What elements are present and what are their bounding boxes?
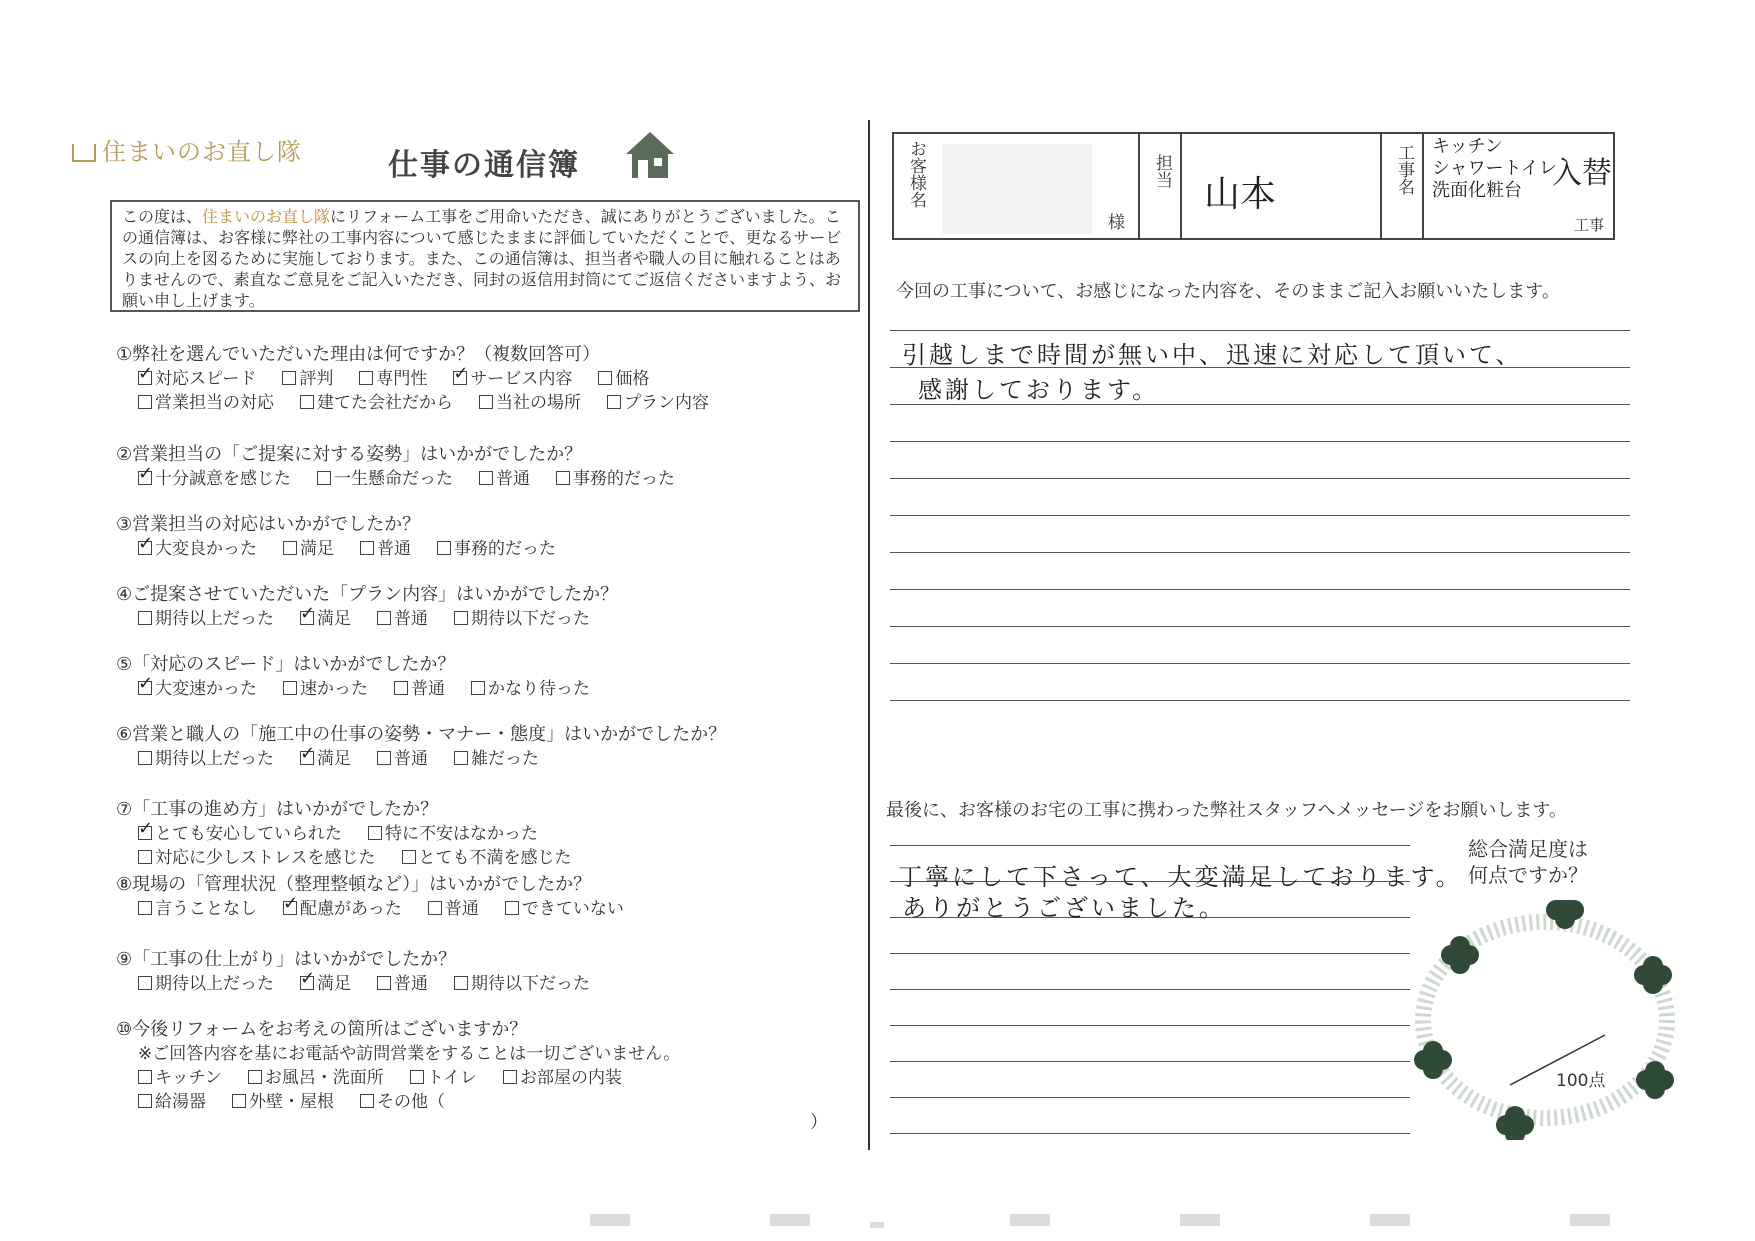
ruled-line — [890, 478, 1630, 479]
option-item[interactable] — [138, 744, 274, 769]
option-item[interactable] — [503, 1063, 622, 1088]
option-item[interactable] — [283, 674, 368, 699]
checked-checkbox[interactable] — [300, 611, 314, 625]
option-item[interactable] — [300, 744, 351, 769]
option-item[interactable] — [360, 534, 411, 559]
option-item[interactable] — [359, 364, 427, 389]
option-row — [138, 388, 735, 413]
option-item[interactable] — [471, 674, 590, 699]
option-item[interactable] — [283, 534, 334, 559]
checked-checkbox[interactable] — [300, 976, 314, 990]
option-label: 営業担当の対応 — [155, 393, 274, 413]
question-7: ⑦「工事の進め方」はいかがでしたか？ — [116, 799, 439, 820]
option-label: かなり待った — [488, 679, 590, 699]
checkbox[interactable] — [428, 901, 442, 915]
ruled-line — [890, 441, 1630, 442]
option-label: 建てた会社だから — [317, 393, 453, 413]
option-item[interactable] — [505, 894, 624, 919]
checkbox[interactable] — [138, 751, 152, 765]
message-prompt: 最後に、お客様のお宅の工事に携わった弊社スタッフへメッセージをお願いします。 — [886, 800, 1567, 821]
checkbox[interactable] — [479, 395, 493, 409]
option-item[interactable] — [437, 534, 556, 559]
checkbox[interactable] — [138, 901, 152, 915]
checkbox[interactable] — [283, 541, 297, 555]
checked-checkbox[interactable] — [138, 371, 152, 385]
work-label: 工事名 — [1394, 144, 1414, 195]
option-row — [138, 894, 650, 919]
checked-checkbox[interactable] — [300, 751, 314, 765]
ruled-line — [890, 330, 1630, 331]
option-label: 大変速かった — [155, 679, 257, 699]
option-label: 満足 — [317, 974, 351, 994]
option-label: お風呂・洗面所 — [264, 1068, 384, 1088]
option-label: お部屋の内装 — [519, 1068, 622, 1088]
option-label: その他（ — [377, 1092, 445, 1112]
option-item[interactable] — [479, 388, 581, 413]
option-label: 評判 — [299, 369, 334, 389]
staff-label-cell — [1140, 134, 1182, 238]
checkbox[interactable] — [360, 541, 374, 555]
option-item[interactable] — [454, 744, 539, 769]
checkbox[interactable] — [402, 850, 416, 864]
option-label: 期待以上だった — [155, 974, 274, 994]
checked-checkbox[interactable] — [138, 681, 152, 695]
option-item[interactable] — [138, 969, 274, 994]
checkbox[interactable] — [454, 976, 468, 990]
option-item[interactable] — [138, 364, 256, 389]
option-item[interactable] — [283, 894, 402, 919]
option-label: 一生懸命だった — [334, 469, 453, 489]
option-row — [138, 674, 616, 699]
brand-name: 住まいのお直し隊 — [102, 138, 302, 166]
option-label: 普通 — [496, 469, 530, 489]
option-row — [138, 364, 675, 389]
option-item[interactable] — [138, 819, 342, 844]
option-label: 配慮があった — [300, 899, 402, 919]
option-label: 普通 — [377, 539, 411, 559]
option-item[interactable] — [598, 364, 649, 389]
option-row — [138, 1087, 471, 1112]
option-row — [138, 744, 565, 769]
option-label: 普通 — [394, 749, 428, 769]
ruled-line — [890, 700, 1630, 701]
info-table — [892, 132, 1615, 240]
checkbox[interactable] — [138, 976, 152, 990]
option-item[interactable] — [556, 464, 675, 489]
option-item[interactable] — [377, 744, 428, 769]
footer-decoration — [590, 1210, 1640, 1230]
option-item[interactable] — [138, 674, 257, 699]
option-label: 期待以下だった — [471, 974, 590, 994]
option-item[interactable] — [454, 604, 590, 629]
option-item[interactable] — [138, 1063, 222, 1088]
option-label: 普通 — [394, 609, 428, 629]
option-label: キッチン — [155, 1068, 222, 1088]
option-item[interactable] — [232, 1087, 334, 1112]
option-label: 期待以上だった — [155, 609, 274, 629]
question-5: ⑤「対応のスピード」はいかがでしたか？ — [116, 654, 456, 675]
option-label: とても不満を感じた — [418, 848, 572, 868]
option-item[interactable] — [368, 819, 538, 844]
house-icon — [622, 128, 678, 182]
ruled-line — [890, 626, 1630, 627]
option-item[interactable] — [138, 894, 257, 919]
ruled-line — [890, 1061, 1410, 1062]
option-label: 普通 — [444, 899, 479, 919]
ruled-line — [890, 845, 1410, 846]
checkbox[interactable] — [138, 611, 152, 625]
checkbox[interactable] — [556, 471, 570, 485]
option-item[interactable] — [138, 388, 274, 413]
option-item[interactable] — [282, 364, 333, 389]
work-value: キッチン シャワートイレ 洗面化粧台 — [1432, 136, 1557, 201]
satisfaction-title: 総合満足度は 何点ですか？ — [1468, 837, 1588, 887]
option-label: 満足 — [317, 749, 351, 769]
message-line-1: 丁寧にして下さって、大変満足しております。 — [898, 863, 1463, 891]
checkbox[interactable] — [232, 1094, 246, 1108]
work-value-cell — [1424, 134, 1613, 238]
question-note: ※ご回答内容を基にお電話や訪問営業をすることは一切ございません。 — [138, 1044, 681, 1064]
option-label: 満足 — [300, 539, 334, 559]
staff-label: 担当 — [1152, 154, 1172, 188]
option-label: 特に不安はなかった — [385, 824, 538, 844]
checkbox[interactable] — [607, 395, 621, 409]
brand-logo — [72, 132, 302, 167]
ruled-line — [890, 552, 1630, 553]
option-label: 対応スピード — [155, 369, 257, 389]
option-item[interactable] — [377, 969, 428, 994]
option-item[interactable] — [394, 674, 445, 699]
staff-value-cell — [1182, 134, 1382, 238]
checked-checkbox[interactable] — [138, 541, 152, 555]
option-item[interactable] — [453, 364, 572, 389]
comment-line-2: 感謝しております。 — [918, 376, 1160, 404]
option-item[interactable] — [138, 534, 257, 559]
question-2: ②営業担当の「ご提案に対する姿勢」はいかがでしたか？ — [116, 444, 583, 465]
ruled-line — [890, 589, 1630, 590]
question-3: ③営業担当の対応はいかがでしたか？ — [116, 514, 421, 535]
option-label: 雑だった — [471, 749, 539, 769]
customer-cell — [894, 134, 1140, 238]
checkbox[interactable] — [479, 471, 493, 485]
option-label: サービス内容 — [470, 369, 573, 389]
checkbox[interactable] — [138, 1070, 152, 1084]
checked-checkbox[interactable] — [453, 371, 467, 385]
checked-checkbox[interactable] — [283, 901, 297, 915]
option-label: 事務的だった — [454, 539, 556, 559]
question-10: ⑩今後リフォームをお考えの箇所はございますか？ — [116, 1019, 528, 1040]
message-line-2: ありがとうございました。 — [902, 894, 1226, 922]
option-row — [138, 819, 564, 844]
checkbox[interactable] — [300, 395, 314, 409]
option-label: 価格 — [615, 369, 650, 389]
customer-name-field[interactable] — [942, 144, 1092, 234]
option-row — [138, 464, 701, 489]
option-label: 給湯器 — [155, 1092, 206, 1112]
checkbox[interactable] — [368, 826, 382, 840]
checkbox[interactable] — [377, 976, 391, 990]
ruled-line — [890, 1097, 1410, 1098]
option-row — [138, 534, 582, 559]
checkbox[interactable] — [410, 1070, 424, 1084]
option-item[interactable] — [300, 388, 453, 413]
option-label: 外壁・屋根 — [249, 1092, 334, 1112]
checkbox[interactable] — [471, 681, 485, 695]
option-row — [138, 843, 598, 868]
checkbox[interactable] — [377, 611, 391, 625]
option-item[interactable] — [317, 464, 453, 489]
checkbox[interactable] — [505, 901, 519, 915]
checkbox[interactable] — [138, 395, 152, 409]
option-item[interactable] — [428, 894, 479, 919]
checked-checkbox[interactable] — [138, 471, 152, 485]
sama-label: 様 — [1108, 213, 1125, 233]
work-value-extra: 入替 — [1552, 156, 1612, 191]
option-item[interactable] — [138, 1087, 206, 1112]
checkbox[interactable] — [454, 751, 468, 765]
clover-wreath-icon — [1405, 900, 1685, 1140]
option-item[interactable] — [402, 843, 572, 868]
option-row — [138, 1063, 648, 1088]
option-label: 速かった — [300, 679, 368, 699]
score-value: 100点 — [1556, 1071, 1606, 1091]
option-label: 対応に少しストレスを感じた — [155, 848, 376, 868]
checkbox[interactable] — [454, 611, 468, 625]
checkbox[interactable] — [248, 1070, 262, 1084]
checkbox[interactable] — [359, 371, 373, 385]
option-item[interactable] — [377, 604, 428, 629]
option-label: 期待以下だった — [471, 609, 590, 629]
option-item[interactable] — [138, 464, 291, 489]
option-item[interactable] — [410, 1063, 477, 1088]
checkbox[interactable] — [598, 371, 612, 385]
ruled-line — [890, 953, 1410, 954]
checkbox[interactable] — [437, 541, 451, 555]
staff-value: 山本 — [1204, 174, 1277, 215]
house-logo-icon — [72, 144, 96, 162]
option-item[interactable] — [479, 464, 530, 489]
option-label: トイレ — [426, 1068, 477, 1088]
option-label: 期待以上だった — [155, 749, 274, 769]
comment-line-1: 引越しまで時間が無い中、迅速に対応して頂いて、 — [902, 341, 1523, 369]
other-close-paren: ） — [810, 1112, 828, 1133]
option-label: 当社の場所 — [496, 393, 581, 413]
option-item[interactable] — [138, 604, 274, 629]
ruled-line — [890, 989, 1410, 990]
checkbox[interactable] — [377, 751, 391, 765]
ruled-line — [890, 1025, 1410, 1026]
question-6: ⑥営業と職人の「施工中の仕事の姿勢・マナー・態度」はいかがでしたか？ — [116, 724, 727, 745]
option-row — [138, 604, 616, 629]
intro-text: この度は、住まいのお直し隊にリフォーム工事をご用命いただき、誠にありがとうございました。この通信簿は、お客様に弊社の工事内容について感じたままに評価していただくことで、更なるサービスの向上を図るために実施しております。また、この通信簿は、担当者や職人の目に触れることはありませんので、素直なご意見をご記入いただき、同封の返信用封筒にてご返信くださいますよう、お願い申し上げます。 — [110, 200, 860, 312]
option-item[interactable] — [248, 1063, 384, 1088]
option-item[interactable] — [138, 843, 376, 868]
option-label: 言うことなし — [155, 899, 257, 919]
option-label: とても安心していられた — [155, 824, 342, 844]
option-label: 大変良かった — [155, 539, 257, 559]
option-item[interactable] — [300, 969, 351, 994]
question-8: ⑧現場の「管理状況（整理整頓など）」はいかがでしたか？ — [116, 874, 592, 895]
customer-label: お客様名 — [906, 140, 926, 208]
checkbox[interactable] — [282, 371, 296, 385]
option-label: できていない — [521, 899, 624, 919]
work-suffix: 工事 — [1574, 216, 1605, 234]
option-label: 満足 — [317, 609, 351, 629]
option-label: 十分誠意を感じた — [155, 469, 291, 489]
option-label: 普通 — [411, 679, 445, 699]
option-label: 専門性 — [376, 369, 428, 389]
question-9: ⑨「工事の仕上がり」はいかがでしたか？ — [116, 949, 457, 970]
page-title: 仕事の通信簿 — [388, 148, 580, 183]
option-item[interactable] — [454, 969, 590, 994]
checkbox[interactable] — [138, 850, 152, 864]
work-label-cell — [1382, 134, 1424, 238]
option-label: 事務的だった — [573, 469, 675, 489]
option-item[interactable] — [607, 388, 709, 413]
checkbox[interactable] — [394, 681, 408, 695]
option-row — [138, 969, 616, 994]
checkbox[interactable] — [317, 471, 331, 485]
ruled-line — [890, 663, 1630, 664]
comments-prompt: 今回の工事について、お感じになった内容を、そのままご記入お願いいたします。 — [896, 281, 1560, 302]
ruled-line — [890, 515, 1630, 516]
checkbox[interactable] — [138, 1094, 152, 1108]
checkbox[interactable] — [360, 1094, 374, 1108]
checkbox[interactable] — [503, 1070, 517, 1084]
question-1: ①弊社を選んでいただいた理由は何ですか？（複数回答可） — [116, 344, 601, 365]
option-item[interactable] — [360, 1087, 445, 1112]
ruled-line — [890, 1133, 1410, 1134]
checkbox[interactable] — [283, 681, 297, 695]
option-label: プラン内容 — [624, 393, 709, 413]
checked-checkbox[interactable] — [138, 826, 152, 840]
question-4: ④ご提案させていただいた「プラン内容」はいかがでしたか？ — [116, 584, 619, 605]
option-item[interactable] — [300, 604, 351, 629]
divider — [868, 120, 870, 1150]
option-label: 普通 — [394, 974, 428, 994]
